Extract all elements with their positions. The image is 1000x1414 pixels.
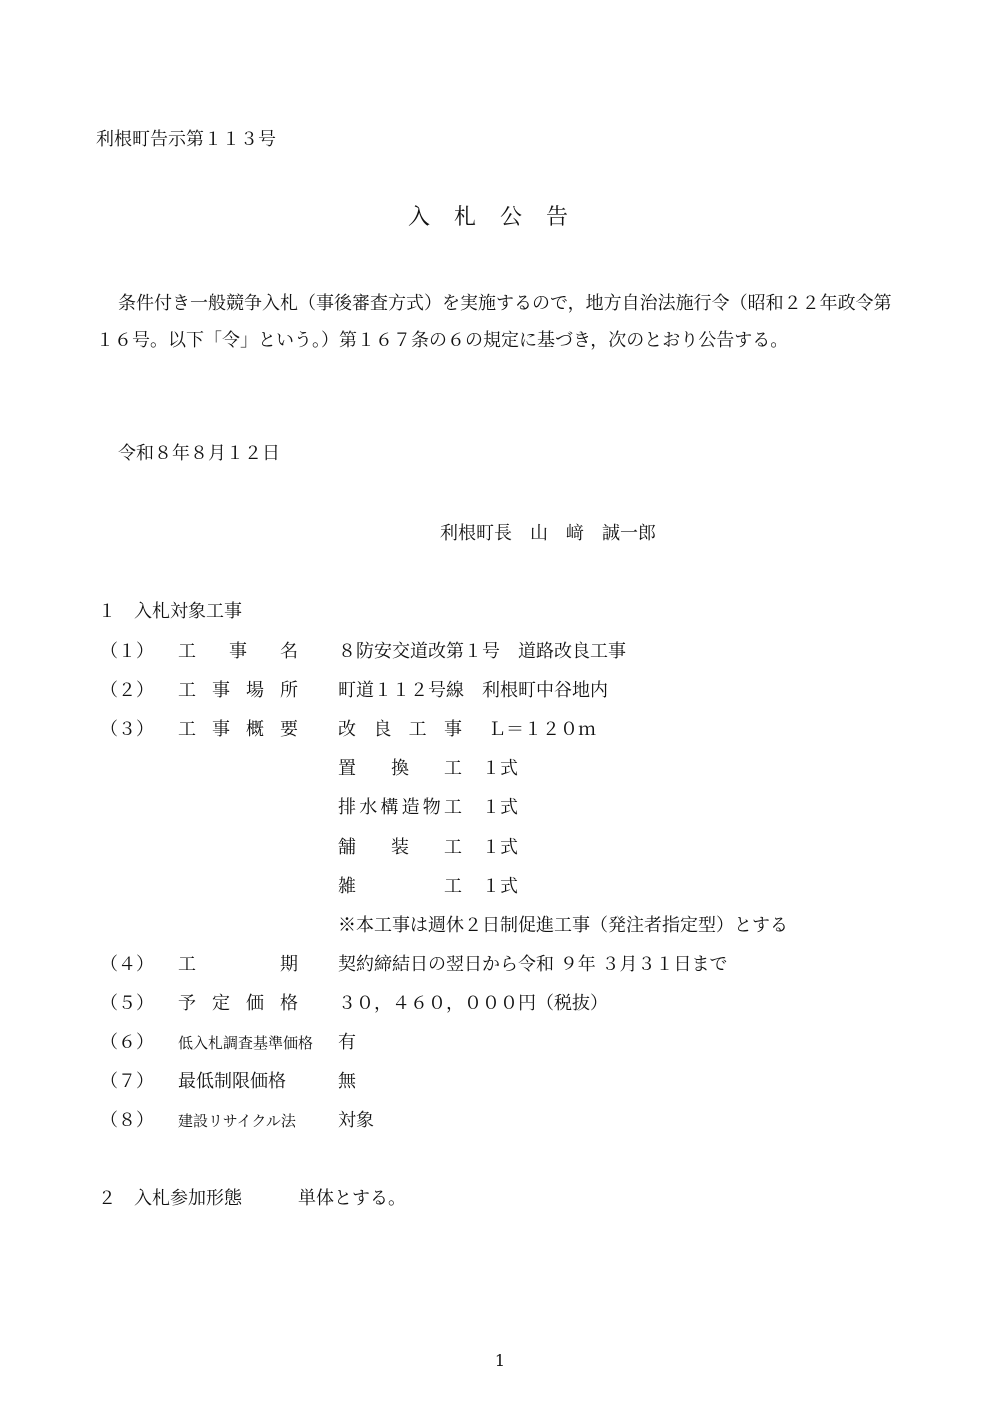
overview-amount: １式	[482, 797, 518, 818]
item-number: （８）	[100, 1110, 154, 1131]
item-label: 予 定 価 格	[178, 993, 298, 1014]
signer: 利根町長 山 﨑 誠一郎	[440, 523, 656, 544]
item-label: 最低制限価格	[178, 1071, 286, 1092]
item-row-5	[0, 992, 1000, 1016]
item-value: 有	[338, 1032, 356, 1053]
overview-name: 雑 工	[338, 876, 462, 897]
item-row-4	[0, 953, 1000, 977]
overview-amount: １式	[482, 837, 518, 858]
item-value: 町道１１２号線 利根町中谷地内	[338, 680, 608, 701]
item-number: （１）	[100, 641, 154, 662]
overview-name: 舗 装 工	[338, 837, 462, 858]
item-value: ３０，４６０，０００円（税抜）	[338, 993, 608, 1014]
overview-amount: １式	[482, 758, 518, 779]
overview-name: 置 換 工	[338, 758, 462, 779]
item-row-7	[0, 1070, 1000, 1094]
item-value: 無	[338, 1071, 356, 1092]
overview-note: ※本工事は週休２日制促進工事（発注者指定型）とする	[338, 915, 788, 936]
item-label: 工 期	[178, 954, 298, 975]
item-number: （６）	[100, 1032, 154, 1053]
item-number: （２）	[100, 680, 154, 701]
item-number: （３）	[100, 719, 154, 740]
item-label: 工 事 場 所	[178, 680, 298, 701]
item-row-6	[0, 1031, 1000, 1055]
document-title: 入札公告	[407, 205, 592, 230]
item-row-1	[0, 640, 1000, 664]
notice-number: 利根町告示第１１３号	[96, 129, 276, 150]
page-number: 1	[494, 1351, 506, 1370]
overview-amount: Ｌ＝１２０ｍ	[488, 719, 596, 740]
item-value: ８防安交道改第１号 道路改良工事	[338, 641, 626, 662]
item-label: 工 事 概 要	[178, 719, 298, 740]
notice-body: 条件付き一般競争入札（事後審査方式）を実施するので，地方自治法施行令（昭和２２年政令第１６号。以下「令」という。）第１６７条の６の規定に基づき，次のとおり公告する。	[96, 293, 892, 351]
section-2-value: 単体とする。	[298, 1188, 406, 1209]
overview-name: 改 良 工 事	[338, 719, 462, 740]
item-label: 工 事 名	[178, 641, 298, 662]
section-2-heading: ２ 入札参加形態	[98, 1188, 242, 1209]
overview-amount: １式	[482, 876, 518, 897]
item-label: 低入札調査基準価格	[178, 1034, 314, 1052]
notice-date: 令和８年８月１２日	[118, 443, 280, 464]
item-label: 建設リサイクル法	[178, 1112, 296, 1130]
item-number: （４）	[100, 954, 154, 975]
item-row-2	[0, 679, 1000, 703]
item-number: （７）	[100, 1071, 154, 1092]
item-row-8	[0, 1109, 1000, 1133]
section-1-heading: １ 入札対象工事	[98, 601, 242, 622]
item-value: 契約締結日の翌日から令和 ９年 ３月３１日まで	[338, 954, 728, 975]
overview-name: 排 水 構 造 物 工	[338, 797, 462, 818]
item-value: 対象	[338, 1110, 374, 1131]
item-number: （５）	[100, 993, 154, 1014]
